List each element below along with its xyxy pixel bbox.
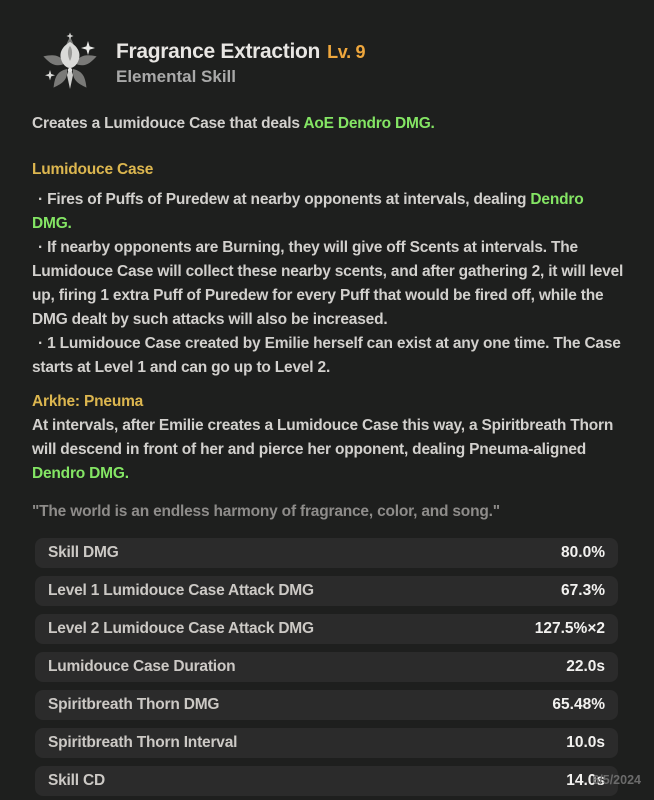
stat-row-level2-case-attack-dmg <box>35 614 618 644</box>
stat-value: 10.0s <box>566 734 605 751</box>
flavor-quote: "The world is an endless harmony of fragrance, color, and song." <box>32 503 500 520</box>
stat-label: Spiritbreath Thorn Interval <box>48 734 238 751</box>
skill-type-label: Elemental Skill <box>116 66 236 86</box>
fragrance-extraction-skill-icon <box>42 31 98 95</box>
skill-summary <box>32 112 624 136</box>
aoe-dendro-dmg-highlight: AoE Dendro DMG. <box>303 115 435 132</box>
bullet-case-limit: · 1 Lumidouce Case created by Emilie herself can exist at any one time. The Case starts at Level 1 and can go up to Level 2. <box>32 335 621 376</box>
stat-row-skill-cd <box>35 766 618 796</box>
stat-value: 65.48% <box>552 696 605 713</box>
stat-label: Level 1 Lumidouce Case Attack DMG <box>48 582 314 599</box>
bullet-burning-scents: · If nearby opponents are Burning, they will give off Scents at intervals. The Lumidouce Case will collect these nearby scents, and after gathering 2, it will level up, firing 1 extra Puff of Puredew for every Puff that would be fired off, while the DMG dealt by such attacks will also be increased. <box>32 239 624 328</box>
stat-value: 67.3% <box>561 582 605 599</box>
arkhe-text: At intervals, after Emilie creates a Lumidouce Case this way, a Spiritbreath Thorn will descend in front of her and pierce her opponent, dealing Pneuma-aligned <box>32 417 614 458</box>
stat-value: 22.0s <box>566 658 605 675</box>
skill-description <box>32 112 624 524</box>
skill-title-block <box>116 39 365 88</box>
bullet-puffs-of-puredew <box>32 188 624 236</box>
stat-label: Skill CD <box>48 772 105 789</box>
skill-level-badge: Lv. 9 <box>327 41 366 62</box>
dendro-dmg-highlight: Dendro DMG. <box>32 191 584 232</box>
summary-text: Creates a Lumidouce Case that deals <box>32 115 304 132</box>
lumidouce-case-details <box>32 188 624 380</box>
dendro-dmg-highlight: Dendro DMG. <box>32 465 129 482</box>
stat-row-thorn-interval <box>35 728 618 758</box>
date-watermark: 6/5/2024 <box>592 773 641 787</box>
stat-value: 80.0% <box>561 544 605 561</box>
bullet-text: · Fires of Puffs of Puredew at nearby opponents at intervals, dealing <box>38 191 531 208</box>
arkhe-heading: Arkhe: Pneuma <box>32 393 144 410</box>
skill-header <box>32 30 622 96</box>
stat-row-case-duration <box>35 652 618 682</box>
skill-title: Fragrance Extraction <box>116 39 321 63</box>
skill-attributes-table <box>35 538 618 796</box>
stat-label: Level 2 Lumidouce Case Attack DMG <box>48 620 314 637</box>
lumidouce-case-heading: Lumidouce Case <box>32 161 154 178</box>
stat-row-thorn-dmg <box>35 690 618 720</box>
stat-label: Lumidouce Case Duration <box>48 658 236 675</box>
stat-value: 14.0s <box>566 772 605 789</box>
arkhe-description <box>32 414 624 486</box>
stat-row-skill-dmg <box>35 538 618 568</box>
stat-label: Skill DMG <box>48 544 119 561</box>
stat-row-level1-case-attack-dmg <box>35 576 618 606</box>
stat-value: 127.5%×2 <box>534 620 605 637</box>
stat-label: Spiritbreath Thorn DMG <box>48 696 220 713</box>
